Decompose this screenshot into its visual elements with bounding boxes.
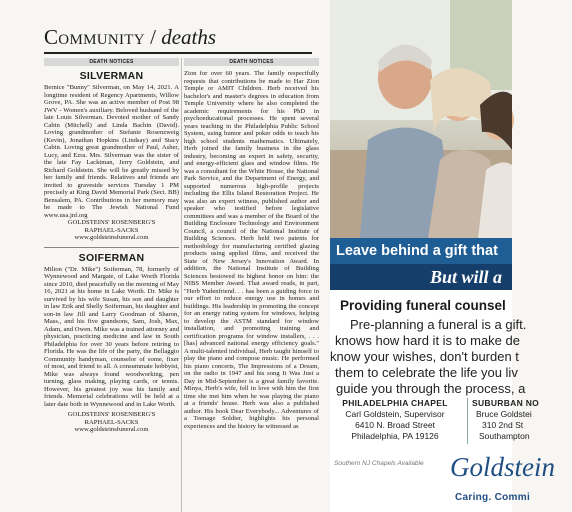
ad-line: knows how hard it is to make de	[335, 333, 520, 348]
chapel-street: 310 2nd St	[482, 420, 524, 430]
family-photo	[330, 0, 512, 238]
section-header	[44, 26, 324, 48]
ad-body	[330, 317, 527, 397]
chapel-name: SUBURBAN NO	[472, 398, 540, 408]
funeral-home-advertisement[interactable]	[330, 0, 555, 512]
funeral-home-line1: GOLDSTEINS' ROSENBERG'S	[67, 411, 156, 418]
ad-line: know your wishes, don't burden t	[330, 349, 519, 364]
section-title	[44, 26, 324, 48]
obituary-name-soiferman: SOIFERMAN	[78, 251, 145, 264]
ad-line: guide you through the process, a	[336, 381, 526, 396]
funeral-home-website[interactable]: www.goldsteinsfuneral.com	[74, 234, 149, 241]
column-rule	[181, 58, 182, 512]
obituary-text-continued: Zion for over 60 years. The family respectfully requests that contributions be made to Har Zion Temple or AMIT Children. Herb received his bachelor's and master's degrees in education from Temple University where he also completed the academic requirements for his PhD in psychoeducational processes. He spent several years teaching in the Philadelphia Public School System, using humor and poker odds to teach his high school students mathematics. Ultimately, Herb joined the family business in the glass industry, becoming an expert in safety, security, and energy-efficient glass and window films. He was a consultant for the White House, the National Park Service, and the Department of Energy, and supported numerous high-profile projects including the Ellis Island Restoration Project. He was also an expert witness, published author and speaker who testified before legislative committees and was a member of the Board of the Building Enclosure Technology and Environment Council, a council of the National Institute of Building Sciences. Herb held two patents for methodology for manufacturing certified glazing products using applied films, and received the State of New Jersey's Innovation Award. In addition, the National Institute of Building Sciences bestowed its highest honor on him: the NIBS Member Award. That award reads, in part, "Herb Yudenfriend. . . has been a guiding force in our effort to reduce energy use in homes and buildings. His leadership in promoting the concept for an energy rating system for windows, helping to develop the ASTM standard for window installation, and promoting training and certification programs for window installers, . . . [has] advanced national energy efficiency goals." A multi-talented individual, Herb taught himself to play the piano and compose music. He performed his piano concerts, The Impressions of a Dream, on the radio in 1947 and his song It Was Just a Day in Mid-September is a great family favorite. Minya, Herb's wife, fell in love with him the first time she met him when he was playing the piano at a friends' house. Herb was also a published author. His book Dear Everybody... Adventures of a Teenage Soldier, highlights his personal experiences and the history he witnessed as	[184, 70, 319, 430]
death-notices-label: DEATH NOTICES	[44, 58, 179, 66]
ad-banner-headline: Leave behind a gift that	[330, 238, 512, 264]
funeral-home-line1: GOLDSTEINS' ROSENBERG'S	[67, 219, 156, 226]
ad-line: Pre-planning a funeral is a gift.	[350, 317, 527, 332]
death-notices-column-2	[184, 58, 319, 512]
header-rule	[44, 52, 312, 54]
section-name: Community	[44, 25, 145, 49]
chapel-suburban	[472, 398, 572, 442]
goldsteins-logo: Goldstein	[450, 452, 555, 482]
ad-banner-subheadline: But will a	[330, 264, 512, 290]
chapel-locations	[330, 398, 540, 458]
ad-line: them to celebrate the life you liv	[335, 365, 518, 380]
funeral-home-line2: RAPHAEL-SACKS	[84, 226, 139, 234]
ad-tagline: Caring. Commi	[455, 492, 531, 503]
death-notices-column-1	[44, 58, 179, 512]
funeral-home-line2: RAPHAEL-SACKS	[84, 418, 139, 426]
family-photo-illustration	[330, 0, 512, 238]
nj-chapels-note: Southern NJ Chapels Available	[334, 460, 424, 467]
funeral-home-website[interactable]: www.goldsteinsfuneral.com	[74, 426, 149, 433]
obituary-text-silverman: Bernice "Bunny" Silverman, on May 14, 2021. A longtime resident of Regency Apartments, Willow Grove, PA. She was an active member of Post 98 JWV - Women's auxiliary. Beloved husband of the late Louis Silverman. Devoted mother of Sandy Cabin (Mitchell) and Linda Bachin (David). Loving grandmother of Stefanie Rosenzweig (Kevin), Jonathan Hopkins (Lindsay) and Stacy Cabin. Loving great grandmother of Paul, Asher, Lucy, and Ezra. Mrs. Silverman was the sister of the late Fay Lacktman, Jerry Goldstein, and Richard Goldstein. She will be greatly missed by her family and friends. Relatives and friends are invited to graveside services Tuesday 1 PM precisely at King David Memorial Park (Sect. BB) Bensalem, PA. Contributions in her memory may be made to The Jewish National Fund www.usa.jnf.org	[44, 84, 179, 219]
obituary-divider	[44, 247, 179, 248]
section-separator: /	[144, 25, 162, 49]
section-subname: deaths	[161, 25, 217, 49]
obituary-text-soiferman: Milton ("Dr. Mike") Soiferman, 78, formerly of Wynnewood and Margate, of Lake Worth Florida since 2010, died peacefully on the morning of May 16, 2021 at his home in Lake Worth. Dr. Mike is survived by his wife Susan, his son and daughter in law Erik and Shelly Soiferman, his daughter and son-in law Jill and Larry Goodman of Sharon, Mass., and his five grandsons, Sam, Josh, Max, Adam, and Owen. Mike was a trained attorney and physician, practicing medicine and law in South Philadelphia for over 30 years before retiring to Florida. He was the life of the party, the Bellaggio Community handyman, counselor of some, fixer of most, and friend to all. A consummate hobbyist, Mike was always found woodworking, pen turning, glass making, playing cards, or tennis. However, his greatest joy was his family and friends. Memorial celebrations will be held at a later date both in Wynnewood and in Lake Worth.	[44, 265, 179, 408]
chapel-street: 6410 N. Broad Street	[355, 420, 435, 430]
chapel-name: PHILADELPHIA CHAPEL	[342, 398, 448, 408]
chapel-supervisor: Carl Goldstein, Supervisor	[345, 409, 445, 419]
chapel-divider	[467, 398, 468, 444]
chapel-philadelphia	[330, 398, 460, 442]
death-notices-label: DEATH NOTICES	[184, 58, 319, 66]
ad-heading: Providing funeral counsel	[340, 298, 506, 313]
chapel-city: Southampton	[479, 431, 530, 441]
chapel-city: Philadelphia, PA 19126	[351, 431, 439, 441]
chapel-supervisor: Bruce Goldstei	[476, 409, 532, 419]
obituary-name-silverman: SILVERMAN	[79, 70, 144, 82]
